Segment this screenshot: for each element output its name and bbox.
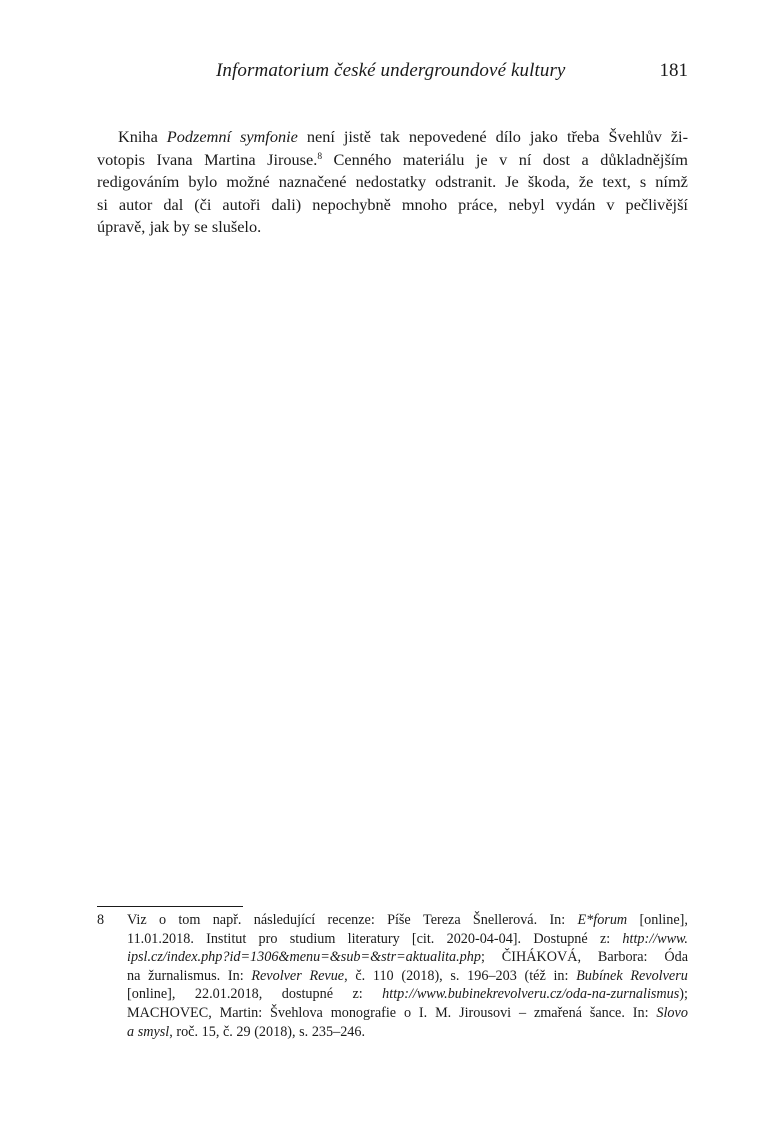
footnote-reference: 8 xyxy=(317,151,323,162)
word: In: xyxy=(227,967,244,984)
word: s. xyxy=(450,967,460,984)
footnote-line xyxy=(127,911,688,930)
word: M. xyxy=(435,1004,452,1021)
running-head xyxy=(0,60,767,84)
word: se xyxy=(194,217,208,236)
word: Šnellerová. xyxy=(472,912,538,928)
word: nepovedené xyxy=(408,127,487,146)
word: votopis xyxy=(97,149,145,169)
word: z: xyxy=(599,930,611,947)
word: následující xyxy=(253,912,316,928)
word: dostupné xyxy=(281,986,333,1003)
word: (či xyxy=(194,194,212,214)
word: http://www. xyxy=(622,930,688,947)
word: Revue, xyxy=(309,967,348,984)
word: možné xyxy=(226,172,270,191)
word: dali) xyxy=(271,194,302,214)
word: http://www.bubinekrevolveru.cz/oda-na-zurnalismus); xyxy=(382,986,688,1003)
word: monografie xyxy=(330,1004,397,1021)
word: Martin: xyxy=(219,1004,263,1021)
word: a xyxy=(127,1023,135,1040)
word: nedostatky xyxy=(355,172,427,191)
word: ipsl.cz/index.php?id=1306&menu=&sub=&str=aktualita.php; xyxy=(127,949,485,966)
word: pečlivější xyxy=(625,194,688,214)
word: [online], xyxy=(639,912,688,928)
word: (2018), xyxy=(401,967,443,984)
word: Institut xyxy=(206,930,247,947)
word: nepochybně xyxy=(312,194,391,214)
word: nímž xyxy=(655,172,688,191)
word: není xyxy=(306,127,335,146)
word: redigováním xyxy=(97,172,180,191)
footnote-line xyxy=(127,1004,688,1023)
word: smysl, xyxy=(137,1023,173,1040)
word: škoda, xyxy=(527,172,570,191)
word: bylo xyxy=(188,172,218,191)
word: z: xyxy=(352,986,363,1003)
word: 29 xyxy=(236,1023,251,1040)
word: Píše xyxy=(387,912,411,928)
word: symfonie xyxy=(239,127,298,146)
word: Je xyxy=(505,172,519,191)
word: v xyxy=(606,194,615,214)
word: [online], xyxy=(127,986,176,1003)
word: s xyxy=(639,172,647,191)
word: Óda xyxy=(664,949,688,966)
word: Bubínek xyxy=(576,967,623,984)
word: Cenného xyxy=(333,149,392,169)
word: materiálu xyxy=(402,149,465,169)
word: Jirousovi xyxy=(459,1004,512,1021)
word: žurnalismus. xyxy=(148,967,221,984)
footnote-text xyxy=(127,911,688,1041)
word: Jirouse.$^8$ xyxy=(267,149,323,169)
word: Barbora: xyxy=(597,949,648,966)
word: 11.01.2018. xyxy=(127,930,194,947)
word: Podzemní xyxy=(166,127,231,146)
paragraph-line xyxy=(97,149,688,172)
word: (2018), xyxy=(254,1023,296,1040)
word: č. xyxy=(222,1023,233,1040)
running-title: Informatorium české undergroundové kultury xyxy=(216,60,566,81)
word: ži- xyxy=(670,127,688,146)
word: v xyxy=(499,149,508,169)
word: že xyxy=(578,172,594,191)
word: (též xyxy=(524,967,546,984)
word: naznačené xyxy=(278,172,347,191)
word: pro xyxy=(258,930,278,947)
word: Slovo xyxy=(656,1004,688,1021)
word: 235–246. xyxy=(311,1023,366,1040)
word: a xyxy=(581,149,589,169)
word: Tereza xyxy=(423,912,461,928)
paragraph-line xyxy=(97,194,688,217)
word: šance. xyxy=(589,1004,625,1021)
word: by xyxy=(173,217,190,236)
word: Švehlův xyxy=(608,127,662,146)
word: č. xyxy=(355,967,366,984)
footnote-line xyxy=(127,948,688,967)
word: MACHOVEC, xyxy=(127,1004,212,1021)
word: – xyxy=(518,1004,527,1021)
word: zmařená xyxy=(533,1004,582,1021)
footnote-number: 8 xyxy=(97,912,105,928)
footnote-line xyxy=(127,930,688,949)
paragraph-line xyxy=(97,126,688,149)
word: jak xyxy=(149,217,170,236)
word: text, xyxy=(602,172,631,191)
word: autor xyxy=(118,194,153,214)
word: Dostupné xyxy=(533,930,588,947)
word: 196–203 xyxy=(467,967,517,984)
word: literatury xyxy=(347,930,400,947)
word: Viz xyxy=(127,912,147,928)
word: dal xyxy=(163,194,184,214)
word: tak xyxy=(379,127,400,146)
paragraph-line xyxy=(97,171,688,194)
page-number: 181 xyxy=(659,60,688,81)
word: nebyl xyxy=(508,194,545,214)
word: práce, xyxy=(458,194,498,214)
word: je xyxy=(475,149,488,169)
footnote-line xyxy=(127,1023,688,1042)
footnote-separator xyxy=(97,906,243,907)
word: vydán xyxy=(555,194,596,214)
word: slušelo. xyxy=(211,217,262,236)
word: např. xyxy=(212,912,242,928)
footnote-line xyxy=(127,985,688,1004)
word: I. xyxy=(418,1004,428,1021)
word: na xyxy=(127,967,141,984)
word: E*forum xyxy=(577,912,628,928)
word: Revolver xyxy=(251,967,302,984)
word: tom xyxy=(178,912,201,928)
word: In: xyxy=(549,912,566,928)
word: autoři xyxy=(222,194,261,214)
word: recenze: xyxy=(327,912,375,928)
word: s. xyxy=(299,1023,309,1040)
word: studium xyxy=(289,930,336,947)
word: roč. xyxy=(176,1023,199,1040)
word: si xyxy=(97,194,108,214)
body-paragraph xyxy=(97,126,688,239)
word: jistě xyxy=(343,127,371,146)
word: jako xyxy=(529,127,558,146)
word: 110 xyxy=(372,967,394,984)
word: úpravě, xyxy=(97,217,146,236)
word: mnoho xyxy=(401,194,448,214)
word: in: xyxy=(553,967,569,984)
paragraph-line xyxy=(97,216,688,239)
word: [cit. xyxy=(411,930,435,947)
word: In: xyxy=(632,1004,649,1021)
word: 22.01.2018, xyxy=(194,986,263,1003)
word: 2020-04-04]. xyxy=(446,930,522,947)
word: dost xyxy=(542,149,571,169)
word: Martina xyxy=(204,149,256,169)
word: důkladnějším xyxy=(600,149,688,169)
word: Ivana xyxy=(156,149,193,169)
word: ní xyxy=(518,149,532,169)
word: Revolveru xyxy=(630,967,688,984)
word: o xyxy=(403,1004,412,1021)
footnote-line xyxy=(127,967,688,986)
word: Kniha xyxy=(118,127,158,146)
word: Švehlova xyxy=(270,1004,323,1021)
word: třeba xyxy=(566,127,600,146)
word: odstranit. xyxy=(435,172,497,191)
word: dílo xyxy=(495,127,521,146)
word: 15, xyxy=(201,1023,220,1040)
word: ČIHÁKOVÁ, xyxy=(501,949,581,966)
word: o xyxy=(158,912,167,928)
